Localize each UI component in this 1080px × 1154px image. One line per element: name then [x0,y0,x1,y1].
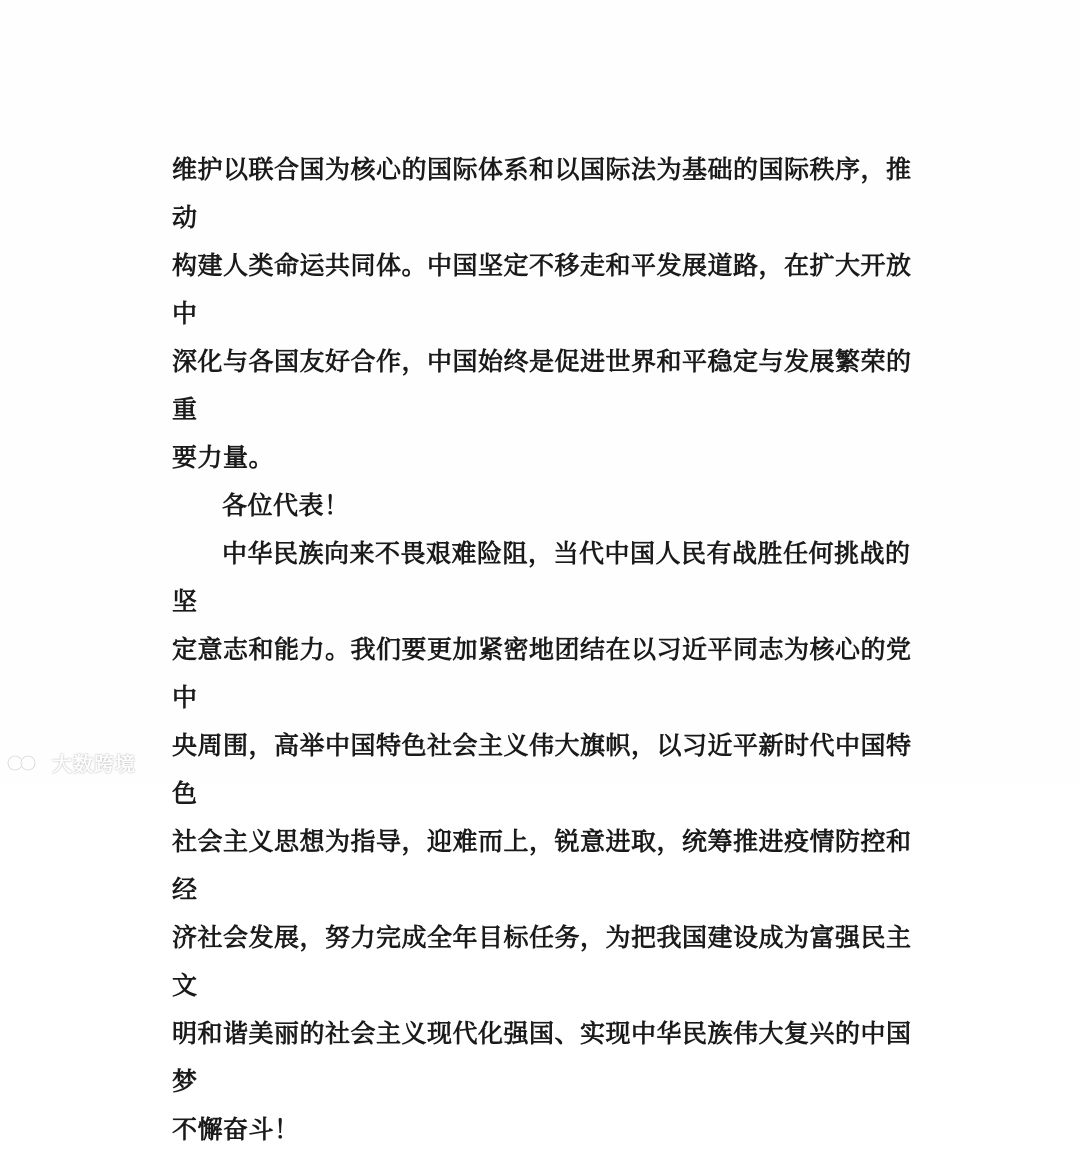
text-line: 明和谐美丽的社会主义现代化强国、实现中华民族伟大复兴的中国梦 [172,1019,912,1096]
salutation: 各位代表！ [222,491,350,520]
text-line: 要力量。 [172,443,275,472]
text-line: 维护以联合国为核心的国际体系和以国际法为基础的国际秩序，推动 [172,155,912,232]
text-line: 不懈奋斗！ [172,1115,300,1144]
salutation-paragraph [172,482,932,530]
text-line: 社会主义思想为指导，迎难而上，锐意进取，统筹推进疫情防控和经 [172,827,912,904]
text-line: 深化与各国友好合作，中国始终是促进世界和平稳定与发展繁荣的重 [172,347,912,424]
watermark [6,748,136,777]
document-body [172,146,932,1154]
text-line: 中华民族向来不畏艰难险阻，当代中国人民有战胜任何挑战的坚 [172,539,911,616]
text-line: 济社会发展，努力完成全年目标任务，为把我国建设成为富强民主文 [172,923,912,1000]
watermark-text: 大数跨境 [52,752,136,776]
paragraph-3 [172,530,932,1154]
paragraph-1 [172,146,932,482]
text-line: 定意志和能力。我们要更加紧密地团结在以习近平同志为核心的党中 [172,635,912,712]
dashujingjing-logo-icon [6,752,46,774]
text-line: 构建人类命运共同体。中国坚定不移走和平发展道路，在扩大开放中 [172,251,912,328]
text-line: 央周围，高举中国特色社会主义伟大旗帜，以习近平新时代中国特色 [172,731,912,808]
